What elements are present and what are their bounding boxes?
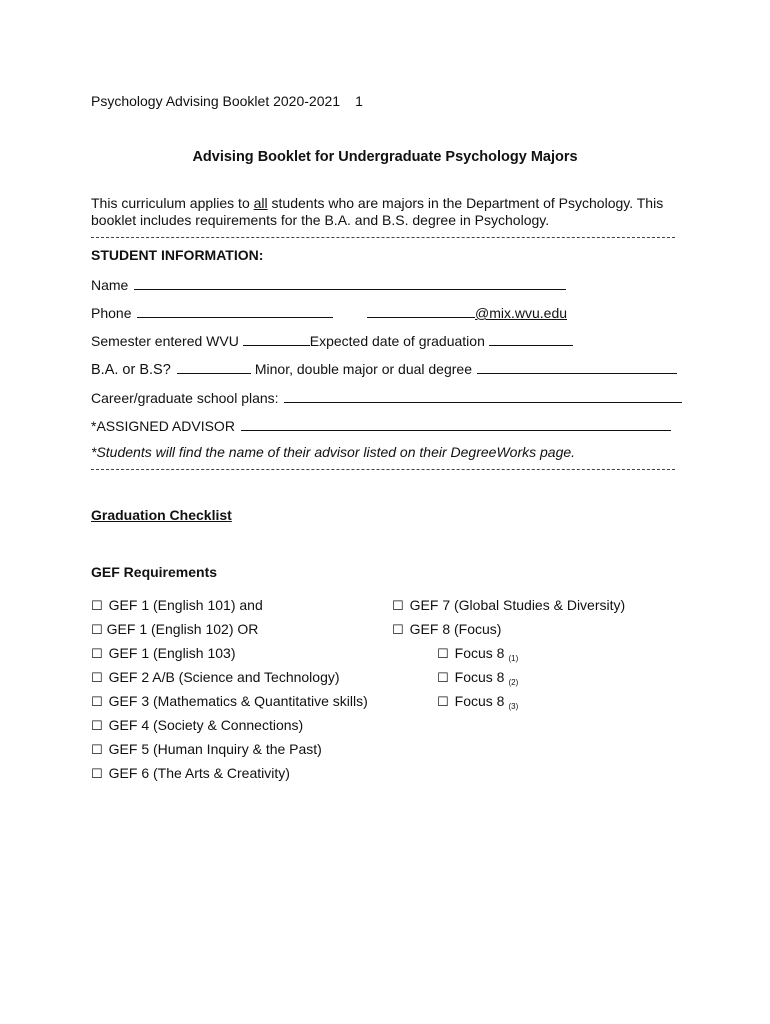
checklist-item[interactable] xyxy=(91,693,368,711)
intro-text-before: This curriculum applies to xyxy=(91,195,254,211)
degree-label: B.A. or B.S? xyxy=(91,362,171,378)
checkbox-icon[interactable]: ☐ xyxy=(91,599,103,614)
student-info-heading: STUDENT INFORMATION: xyxy=(91,247,264,263)
career-row xyxy=(91,388,682,407)
checklist-item[interactable] xyxy=(91,741,322,759)
running-header xyxy=(91,93,363,110)
degree-row xyxy=(91,359,677,379)
degree-field[interactable] xyxy=(177,359,251,374)
advisor-field[interactable] xyxy=(241,416,671,431)
minor-field[interactable] xyxy=(477,359,677,374)
checkbox-icon[interactable]: ☐ xyxy=(91,767,103,782)
checklist-item-label: GEF 8 (Focus) xyxy=(409,621,502,637)
checkbox-icon[interactable]: ☐ xyxy=(392,599,404,614)
section-divider xyxy=(91,237,675,238)
checklist-item-label: GEF 7 (Global Studies & Diversity) xyxy=(409,597,626,613)
checklist-item-label: GEF 1 (English 101) and xyxy=(108,597,263,613)
email-field[interactable] xyxy=(367,303,475,318)
checklist-item[interactable] xyxy=(392,621,501,639)
focus-item-number: (2) xyxy=(508,678,519,687)
checklist-item-label: GEF 5 (Human Inquiry & the Past) xyxy=(108,741,322,757)
phone-field[interactable] xyxy=(137,303,333,318)
graduation-label: Expected date of graduation xyxy=(309,333,485,349)
focus-item[interactable] xyxy=(437,669,518,691)
phone-row xyxy=(91,303,333,322)
intro-line-2: booklet includes requirements for the B.A. and B.S. degree in Psychology. xyxy=(91,212,550,228)
checklist-item[interactable] xyxy=(91,717,303,735)
checklist-item-label: GEF 4 (Society & Connections) xyxy=(108,717,304,733)
focus-item-number: (3) xyxy=(508,702,519,711)
email-suffix: @mix.wvu.edu xyxy=(475,305,568,321)
checklist-item[interactable] xyxy=(91,597,263,615)
advisor-note: *Students will find the name of their advisor listed on their DegreeWorks page. xyxy=(91,444,576,460)
name-row xyxy=(91,275,566,294)
checkbox-icon[interactable]: ☐ xyxy=(91,623,103,638)
minor-label: Minor, double major or dual degree xyxy=(254,361,472,377)
semester-label: Semester entered WVU xyxy=(91,333,239,349)
checklist-item[interactable] xyxy=(91,669,340,687)
checkbox-icon[interactable]: ☐ xyxy=(437,671,449,686)
advisor-label: *ASSIGNED ADVISOR xyxy=(91,418,235,434)
name-label: Name xyxy=(91,277,129,293)
checklist-item[interactable] xyxy=(91,621,258,639)
name-field[interactable] xyxy=(134,275,566,290)
intro-text-after: students who are majors in the Department of Psychology. This xyxy=(267,195,664,211)
checkbox-icon[interactable]: ☐ xyxy=(91,671,103,686)
career-field[interactable] xyxy=(284,388,682,403)
advisor-row xyxy=(91,416,671,435)
checklist-item[interactable] xyxy=(91,645,236,663)
graduation-field[interactable] xyxy=(489,331,573,346)
phone-label: Phone xyxy=(91,305,132,321)
checklist-item[interactable] xyxy=(392,597,625,615)
checkbox-icon[interactable]: ☐ xyxy=(437,647,449,662)
document-title: Advising Booklet for Undergraduate Psychology Majors xyxy=(192,149,578,165)
email-row xyxy=(367,303,567,322)
checklist-item-label: GEF 3 (Mathematics & Quantitative skills) xyxy=(108,693,368,709)
running-title: Psychology Advising Booklet 2020-2021 xyxy=(91,93,341,109)
focus-item-label: Focus 8 xyxy=(454,693,505,709)
graduation-checklist-heading: Graduation Checklist xyxy=(91,507,232,523)
gef-requirements-heading: GEF Requirements xyxy=(91,564,218,580)
checkbox-icon[interactable]: ☐ xyxy=(91,719,103,734)
focus-item-number: (1) xyxy=(508,654,519,663)
intro-line-1 xyxy=(91,195,663,212)
checkbox-icon[interactable]: ☐ xyxy=(91,743,103,758)
checklist-item-label: GEF 6 (The Arts & Creativity) xyxy=(108,765,290,781)
focus-item-label: Focus 8 xyxy=(454,645,505,661)
checkbox-icon[interactable]: ☐ xyxy=(437,695,449,710)
focus-item[interactable] xyxy=(437,645,518,667)
checklist-item[interactable] xyxy=(91,765,290,783)
checklist-item-label: GEF 1 (English 102) OR xyxy=(106,621,259,637)
checkbox-icon[interactable]: ☐ xyxy=(91,695,103,710)
intro-emphasis: all xyxy=(253,195,268,211)
checkbox-icon[interactable]: ☐ xyxy=(392,623,404,638)
page-number: 1 xyxy=(355,93,363,109)
focus-item[interactable] xyxy=(437,693,518,715)
career-label: Career/graduate school plans: xyxy=(91,390,279,406)
section-divider xyxy=(91,469,675,470)
checklist-item-label: GEF 1 (English 103) xyxy=(108,645,236,661)
checklist-item-label: GEF 2 A/B (Science and Technology) xyxy=(108,669,340,685)
semester-field[interactable] xyxy=(243,331,310,346)
checkbox-icon[interactable]: ☐ xyxy=(91,647,103,662)
semester-row xyxy=(91,331,573,350)
focus-item-label: Focus 8 xyxy=(454,669,505,685)
